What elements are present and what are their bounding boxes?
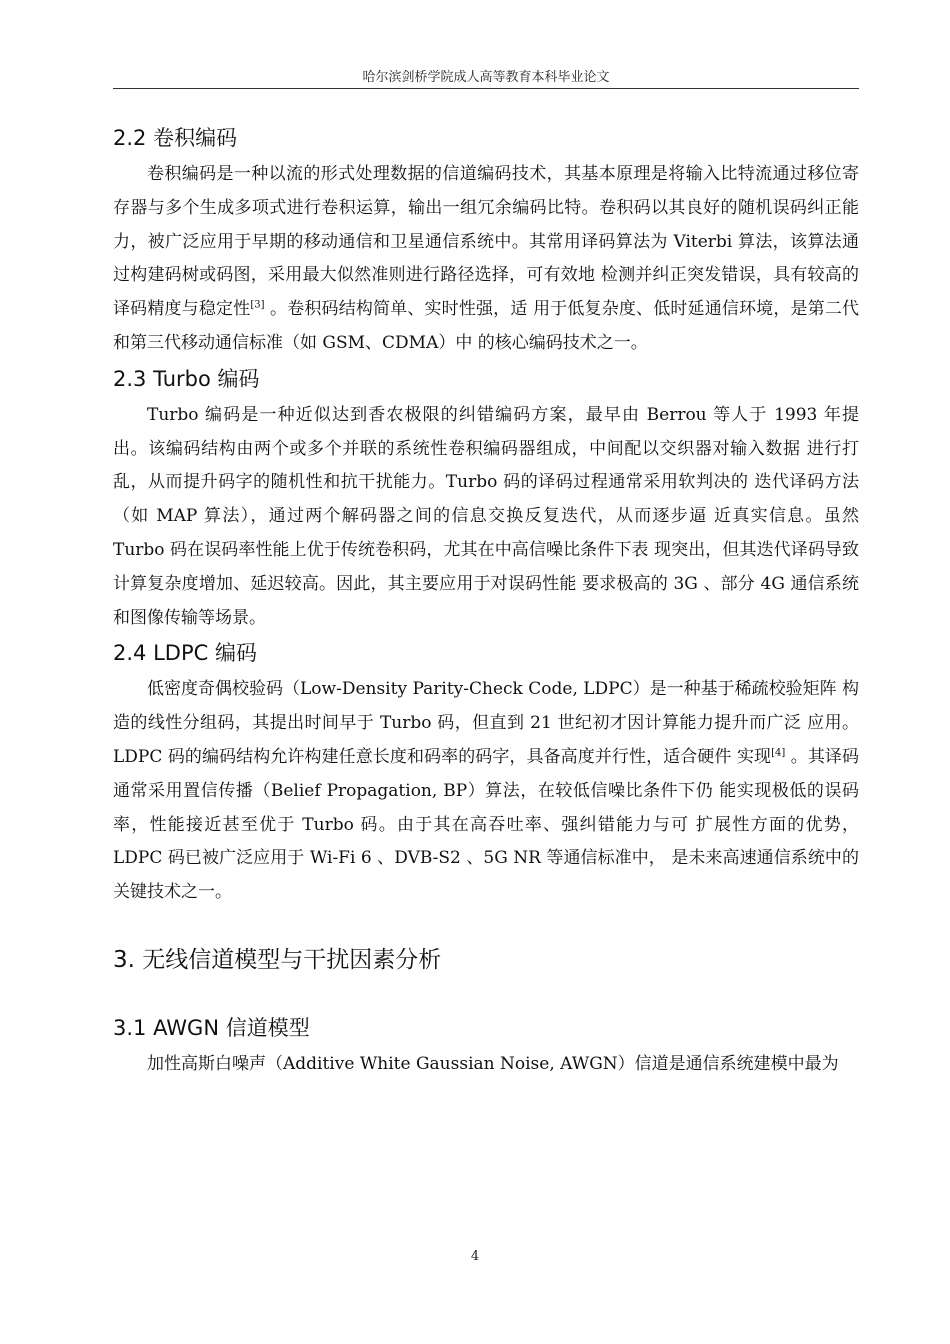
paragraph-awgn: 加性高斯白噪声（Additive White Gaussian Noise, AWGN）信道是通信系统建模中最为 xyxy=(147,1053,839,1074)
page-number: 4 xyxy=(470,1249,480,1264)
paragraph-turbo-coding: Turbo 编码是一种近似达到香农极限的纠错编码方案，最早由 Berrou 等人于 1993 年提 出。该编码结构由两个或多个并联的系统性卷积编码器组成，中间配以交织器对输入数据 进行打乱，从而提升码字的随机性和抗干扰能力。Turbo 码的译码过程通常采用软判决的 迭代译码方法（如 MAP 算法），通过两个解码器之间的信息交换反复迭代，从而逐步逼 近真实信息。虽然 Turbo 码在误码率性能上优于传统卷积码，尤其在中高信噪比条件下表 现突出，但其迭代译码导致计算复杂度增加、延迟较高。因此，其主要应用于对误码性能 要求极高的 3G 、部分 4G 通信系统和图像传输等场景。 xyxy=(113,404,859,628)
section-heading-2-2: 2.2 卷积编码 xyxy=(113,126,238,150)
section-heading-3-1: 3.1 AWGN 信道模型 xyxy=(113,1015,310,1040)
section-heading-2-3: 2.3 Turbo 编码 xyxy=(113,366,260,391)
paragraph-text: 。卷积码结构简单、实时性强，适 用于低复杂度、低时延通信环境，是第二代和第三代移动通信标准（如 GSM、CDMA）中 的核心编码技术之一。 xyxy=(113,299,860,353)
section-heading-2-4: 2.4 LDPC 编码 xyxy=(113,641,257,666)
running-header: 哈尔滨剑桥学院成人高等教育本科毕业论文 xyxy=(362,70,610,85)
citation-ref: [4] xyxy=(771,747,786,759)
citation-ref: [3] xyxy=(250,299,265,311)
paragraph-text: 卷积编码是一种以流的形式处理数据的信道编码技术，其基本原理是将输入比特流通过移位寄存器与多个生成多项式进行卷积运算，输出一组冗余编码比特。卷积码以其良好的随机误码纠正能力，被广泛应用于早期的移动通信和卫星通信系统中。其常用译码算法为 Viterbi 算法，该算法通过构建码树或码图，采用最大似然准则进行路径选择，可有效地 检测并纠正突发错误，具有较高的译码精度与稳定性 xyxy=(113,164,859,320)
paragraph-ldpc-coding xyxy=(113,673,859,910)
paragraph-text: 。其译码通常采用置信传播（Belief Propagation, BP）算法，在较低信噪比条件下仍 能实现极低的误码率，性能接近甚至优于 Turbo 码。由于其在高吞吐率、强纠错能力与可 扩展性方面的优势，LDPC 码已被广泛应用于 Wi-Fi 6 、DVB-S2 、5G NR 等通信标准中， 是未来高速通信系统中的关键技术之一。 xyxy=(113,746,860,903)
chapter-heading-3: 3. 无线信道模型与干扰因素分析 xyxy=(113,946,442,973)
header-rule xyxy=(113,88,859,89)
paragraph-convolutional-coding xyxy=(113,158,859,361)
page-content xyxy=(113,120,859,1082)
paragraph-text: 低密度奇偶校验码（Low-Density Parity-Check Code, LDPC）是一种基于稀疏校验矩阵 构造的线性分组码，其提出时间早于 Turbo 码，但直到 21 世纪初才因计算能力提升而广泛 应用。LDPC 码的编码结构允许构建任意长度和码率的码字，具备高度并行性，适合硬件 实现 xyxy=(113,679,860,767)
